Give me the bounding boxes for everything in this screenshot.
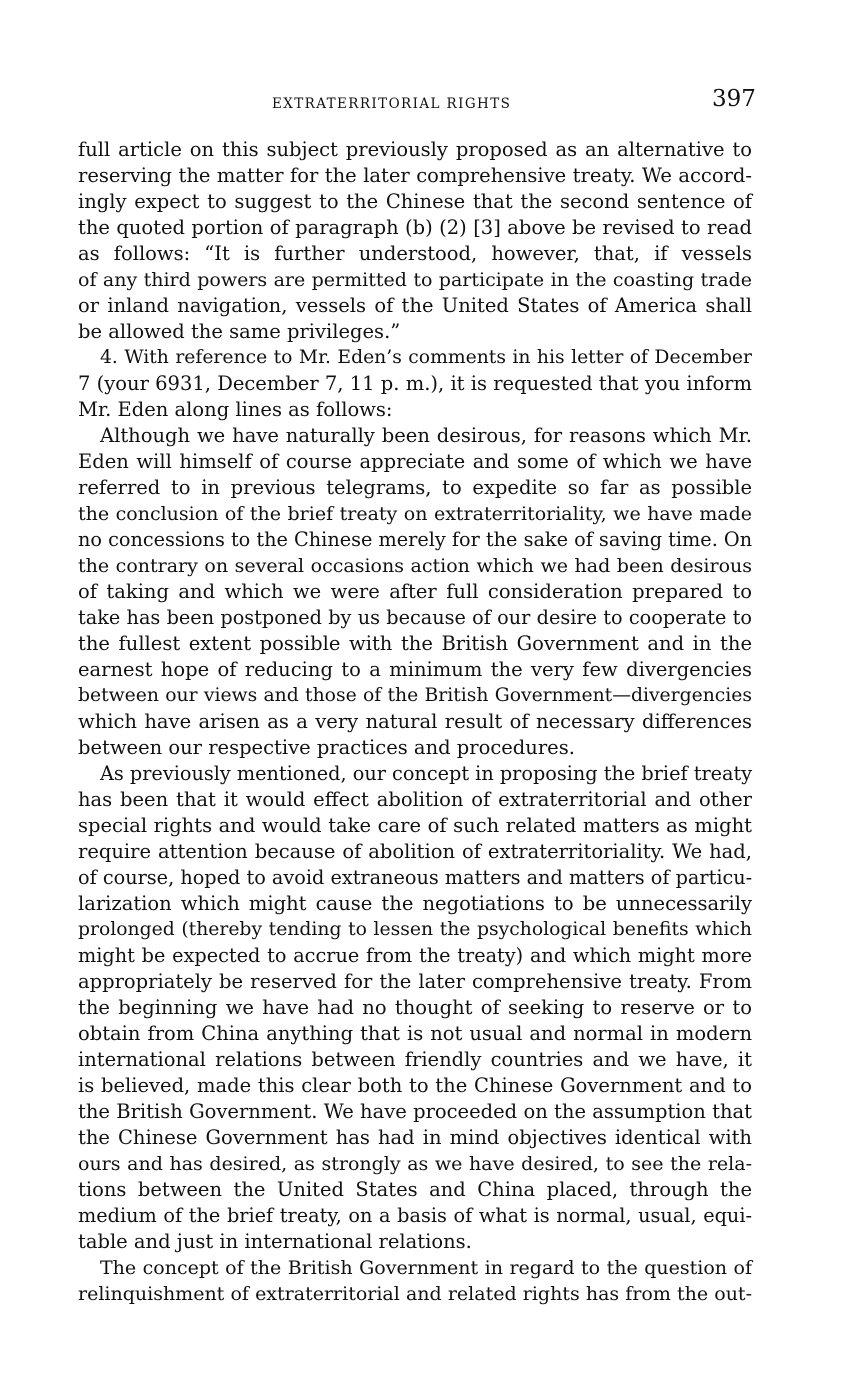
text-line: Eden will himself of course appreciate and some of which we have	[78, 450, 752, 473]
text-line: appropriately be reserved for the later comprehensive treaty. From	[78, 970, 752, 993]
text-line: reserving the matter for the later comprehensive treaty. We accord-	[78, 164, 752, 187]
text-line: might be expected to accrue from the treaty) and which might more	[78, 944, 752, 967]
running-header	[0, 86, 850, 120]
text-line: of taking and which we were after full consideration prepared to	[78, 580, 752, 603]
body-text	[78, 137, 752, 1307]
text-line: Although we have naturally been desirous, for reasons which Mr.	[100, 424, 752, 447]
text-line: 7 (your 6931, December 7, 11 p. m.), it is requested that you inform	[78, 372, 752, 395]
text-line: international relations between friendly countries and we have, it	[78, 1048, 752, 1071]
text-line: the fullest extent possible with the British Government and in the	[78, 632, 752, 655]
text-line: Mr. Eden along lines as follows:	[78, 398, 393, 421]
text-line: ingly expect to suggest to the Chinese that the second sentence of	[78, 190, 752, 213]
text-line: of any third powers are permitted to participate in the coasting trade	[78, 269, 752, 291]
text-line: relinquishment of extraterritorial and related rights has from the out-	[78, 1283, 752, 1305]
text-line: as follows: “It is further understood, however, that, if vessels	[78, 242, 752, 265]
text-line: The concept of the British Government in regard to the question of	[100, 1257, 752, 1279]
text-line: the British Government. We have proceeded on the assumption that	[78, 1100, 752, 1123]
text-line: require attention because of abolition of extraterritoriality. We had,	[78, 840, 752, 863]
text-line: be allowed the same privileges.”	[78, 320, 401, 343]
text-line: full article on this subject previously proposed as an alternative to	[78, 138, 752, 161]
text-line: the conclusion of the brief treaty on extraterritoriality, we have made	[78, 503, 752, 525]
text-line: special rights and would take care of such related matters as might	[78, 814, 752, 837]
page-number: 397	[712, 86, 756, 112]
text-line: referred to in previous telegrams, to expedite so far as possible	[78, 476, 752, 499]
text-line: of course, hoped to avoid extraneous matters and matters of particu-	[78, 866, 753, 889]
text-line: no concessions to the Chinese merely for the sake of saving time. On	[78, 528, 753, 551]
text-line: the Chinese Government has had in mind objectives identical with	[78, 1126, 752, 1149]
text-line: obtain from China anything that is not usual and normal in modern	[78, 1022, 752, 1045]
text-line: tions between the United States and China placed, through the	[78, 1178, 752, 1201]
running-title: EXTRATERRITORIAL RIGHTS	[272, 96, 512, 112]
text-line: the beginning we have had no thought of seeking to reserve or to	[78, 996, 752, 1019]
text-line: ours and has desired, as strongly as we have desired, to see the rela-	[78, 1153, 752, 1175]
text-line: has been that it would effect abolition of extraterritorial and other	[78, 788, 752, 811]
text-line: between our views and those of the British Government—divergencies	[78, 685, 752, 706]
text-line: the quoted portion of paragraph (b) (2) [3] above be revised to read	[78, 216, 752, 239]
text-line: prolonged (thereby tending to lessen the psychological benefits which	[78, 919, 752, 940]
text-line: As previously mentioned, our concept in proposing the brief treaty	[100, 762, 753, 785]
text-line: 4. With reference to Mr. Eden’s comments in his letter of December	[100, 347, 752, 368]
text-line: earnest hope of reducing to a minimum the very few divergencies	[78, 658, 752, 681]
text-line: between our respective practices and procedures.	[78, 736, 575, 759]
text-line: or inland navigation, vessels of the United States of America shall	[78, 294, 752, 317]
text-line: table and just in international relations.	[78, 1230, 472, 1253]
text-line: is believed, made this clear both to the Chinese Government and to	[78, 1074, 752, 1097]
text-line: the contrary on several occasions action which we had been desirous	[78, 555, 752, 577]
text-line: which have arisen as a very natural result of necessary differences	[78, 710, 752, 733]
text-line: larization which might cause the negotiations to be unnecessarily	[78, 892, 752, 915]
text-line: medium of the brief treaty, on a basis of what is normal, usual, equi-	[78, 1204, 752, 1227]
text-line: take has been postponed by us because of our desire to cooperate to	[78, 606, 752, 629]
